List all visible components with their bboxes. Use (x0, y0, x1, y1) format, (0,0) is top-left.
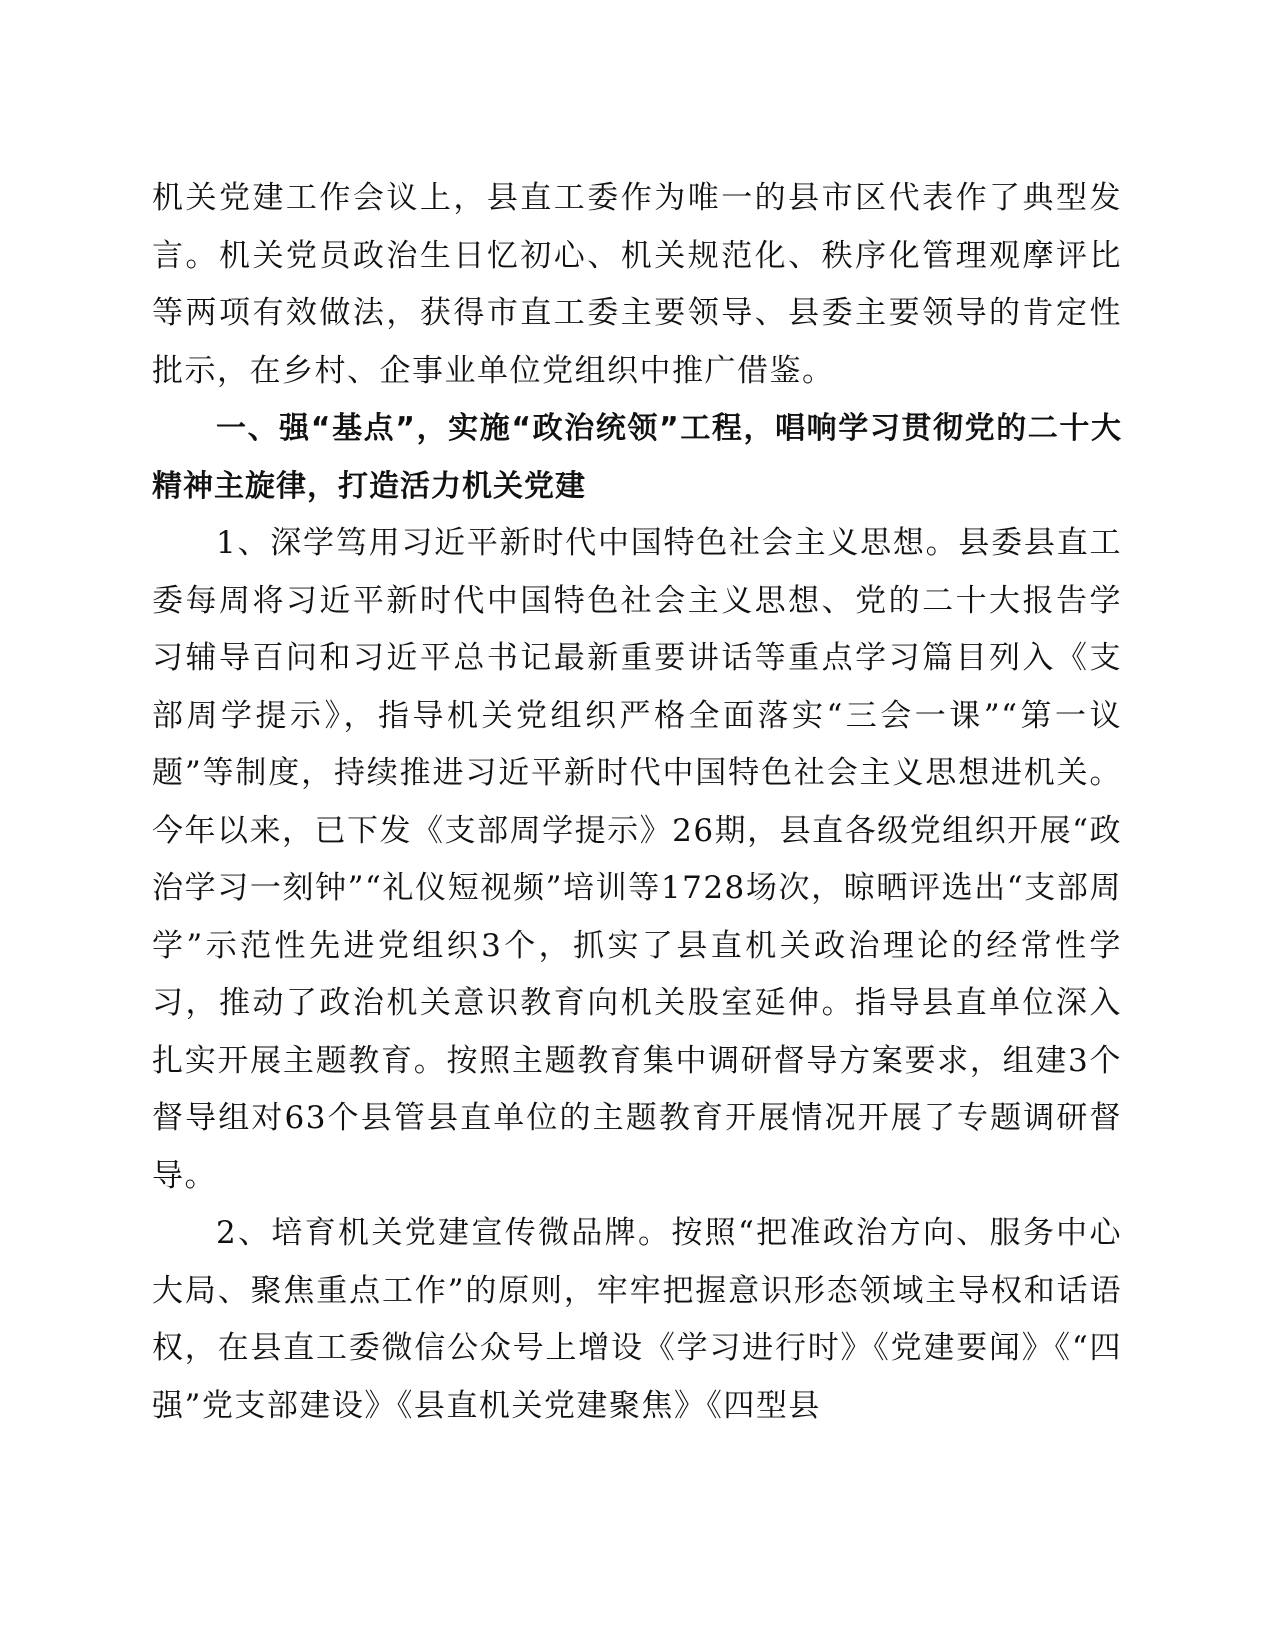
section-heading-1: 一、强“基点”，实施“政治统领”工程，唱响学习贯彻党的二十大精神主旋律，打造活力机关党建 (152, 411, 1122, 504)
document-body (152, 170, 1122, 1435)
body-paragraph-1: 1、深学笃用习近平新时代中国特色社会主义思想。县委县直工委每周将习近平新时代中国特色社会主义思想、党的二十大报告学习辅导百问和习近平总书记最新重要讲话等重点学习篇目列入《支部周学提示》，指导机关党组织严格全面落实“三会一课”“第一议题”等制度，持续推进习近平新时代中国特色社会主义思想进机关。今年以来，已下发《支部周学提示》26期，县直各级党组织开展“政治学习一刻钟”“礼仪短视频”培训等1728场次，晾晒评选出“支部周学”示范性先进党组织3个，抓实了县直机关政治理论的经常性学习，推动了政治机关意识教育向机关股室延伸。指导县直单位深入扎实开展主题教育。按照主题教育集中调研督导方案要求，组建3个督导组对63个县管县直单位的主题教育开展情况开展了专题调研督导。 (152, 525, 1122, 1194)
body-paragraph-2: 2、培育机关党建宣传微品牌。按照“把准政治方向、服务中心大局、聚焦重点工作”的原则，牢牢把握意识形态领域主导权和话语权，在县直工委微信公众号上增设《学习进行时》《党建要闻》《“四强”党支部建设》《县直机关党建聚焦》《四型县 (152, 1215, 1122, 1424)
body-paragraph-intro: 机关党建工作会议上，县直工委作为唯一的县市区代表作了典型发言。机关党员政治生日忆初心、机关规范化、秩序化管理观摩评比等两项有效做法，获得市直工委主要领导、县委主要领导的肯定性批示，在乡村、企事业单位党组织中推广借鉴。 (152, 180, 1122, 389)
